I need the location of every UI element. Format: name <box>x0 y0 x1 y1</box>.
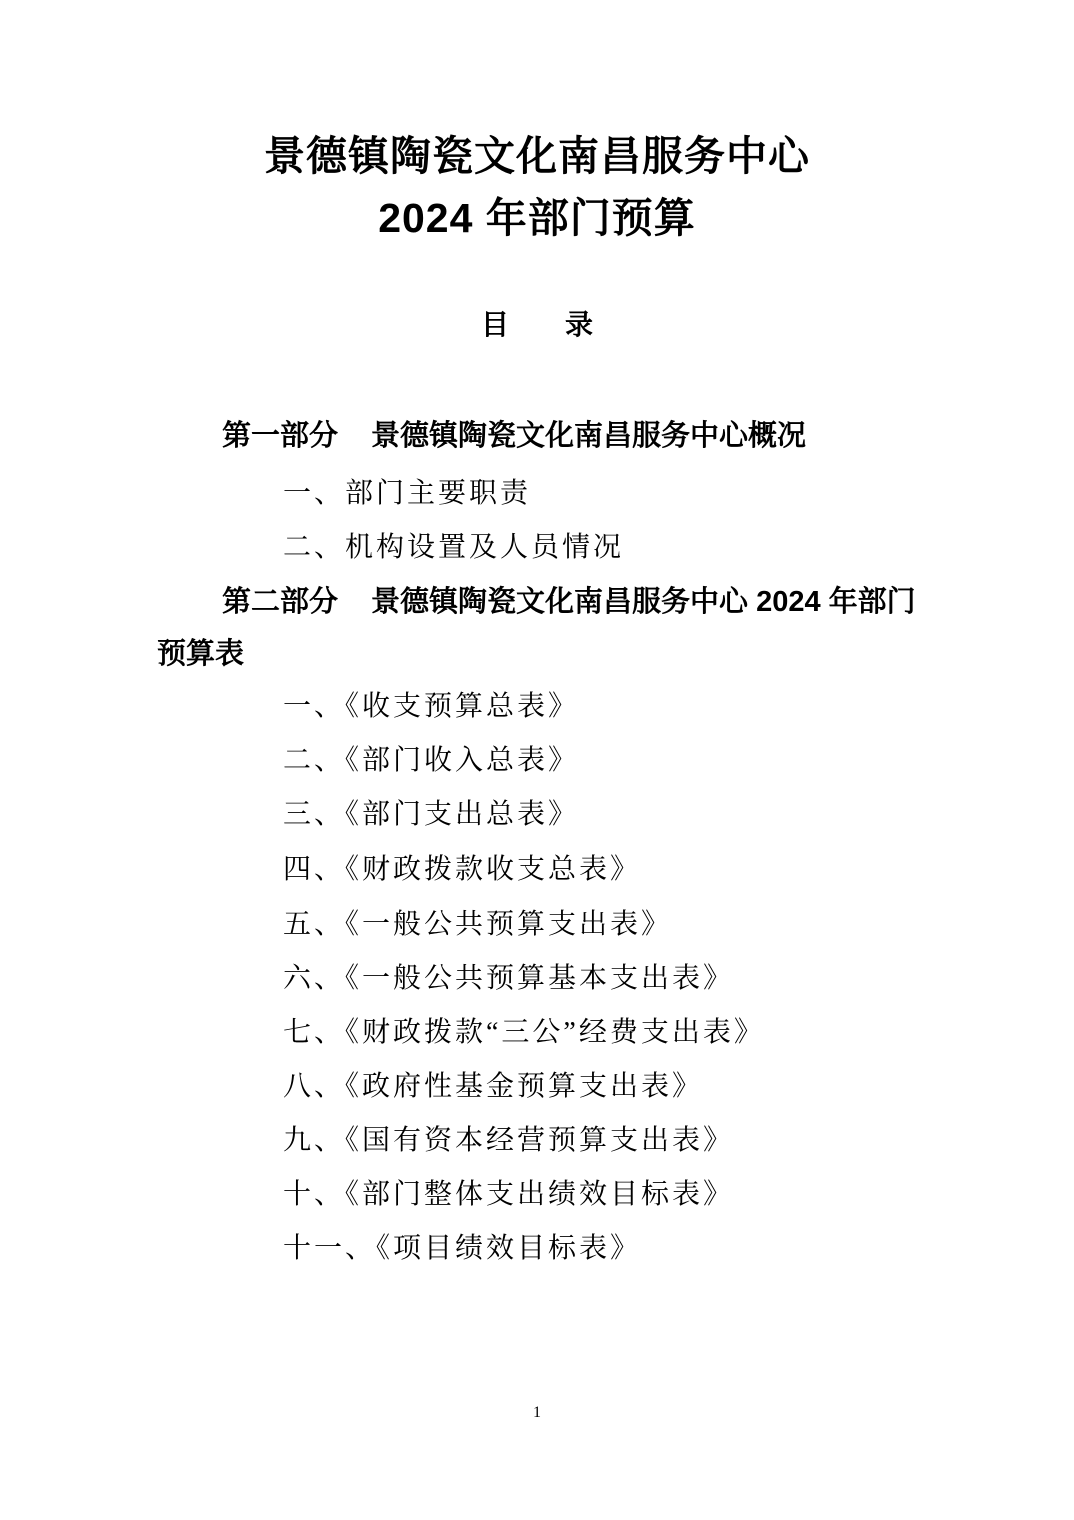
toc-item-table-7: 七、《财政拨款“三公”经费支出表》 <box>283 1017 765 1048</box>
toc-part1-title: 景德镇陶瓷文化南昌服务中心概况 <box>371 420 807 452</box>
toc-item-table-11: 十一、《项目绩效目标表》 <box>283 1233 642 1264</box>
toc-part1-label: 第一部分 <box>222 420 339 452</box>
toc-part2-heading-line2: 预算表 <box>157 638 245 670</box>
toc-item-table-3: 三、《部门支出总表》 <box>283 799 580 830</box>
toc-part2-label: 第二部分 <box>222 586 339 618</box>
document-title-line2: 2024 年部门预算 <box>378 195 696 241</box>
toc-item-table-6: 六、《一般公共预算基本支出表》 <box>283 963 735 994</box>
toc-item-table-9: 九、《国有资本经营预算支出表》 <box>283 1125 735 1156</box>
toc-heading: 目 录 <box>480 309 593 340</box>
toc-part2-title-line1: 景德镇陶瓷文化南昌服务中心 2024 年部门 <box>371 586 916 618</box>
toc-item-part1-organization: 二、机构设置及人员情况 <box>283 532 625 563</box>
toc-item-table-8: 八、《政府性基金预算支出表》 <box>283 1071 704 1102</box>
toc-part2-heading-line1 <box>222 585 916 620</box>
toc-item-table-4: 四、《财政拨款收支总表》 <box>283 854 642 885</box>
toc-item-table-2: 二、《部门收入总表》 <box>283 745 580 776</box>
toc-item-table-1: 一、《收支预算总表》 <box>283 691 580 722</box>
toc-item-part1-duties: 一、部门主要职责 <box>283 478 532 509</box>
document-title-line1: 景德镇陶瓷文化南昌服务中心 <box>264 133 810 179</box>
toc-part1-heading <box>222 419 806 454</box>
page-number: 1 <box>533 1404 541 1421</box>
toc-item-table-10: 十、《部门整体支出绩效目标表》 <box>283 1179 735 1210</box>
toc-item-table-5: 五、《一般公共预算支出表》 <box>283 909 673 940</box>
